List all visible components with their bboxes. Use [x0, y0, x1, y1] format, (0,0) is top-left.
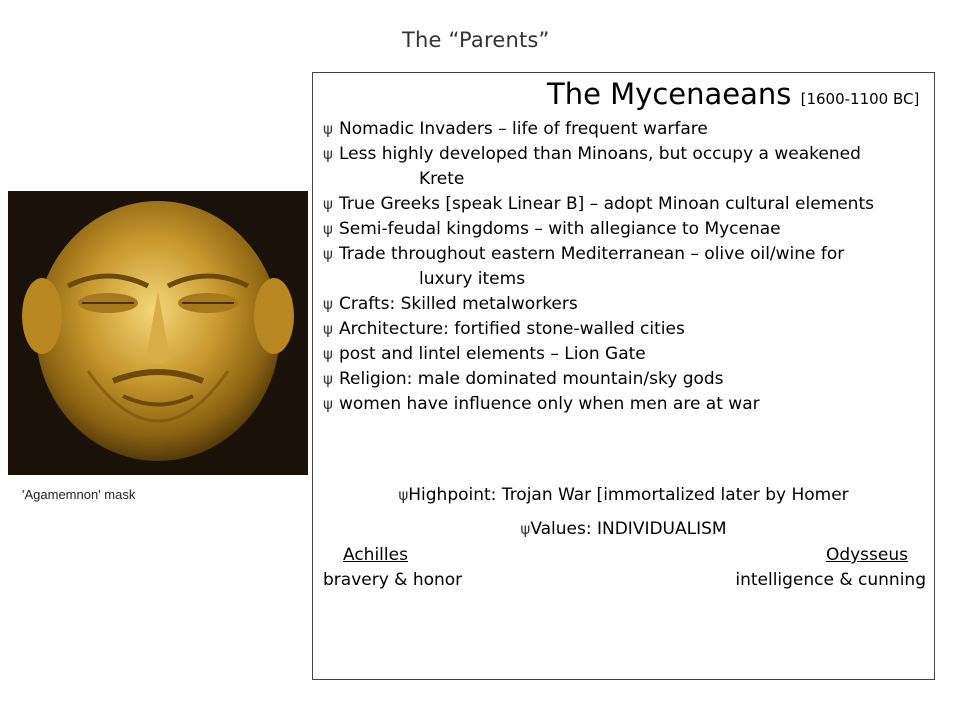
psi-bullet-icon: ψ [398, 486, 409, 504]
psi-bullet-icon: ψ [323, 120, 333, 138]
box-title [547, 77, 919, 111]
bullet-text: Architecture: fortified stone-walled cities [339, 319, 685, 339]
agamemnon-mask-image [8, 191, 308, 475]
bullet-text: Religion: male dominated mountain/sky gods [339, 369, 724, 389]
psi-bullet-icon: ψ [323, 195, 333, 213]
bullet-text: women have influence only when men are at war [339, 394, 760, 414]
psi-bullet-icon: ψ [323, 145, 333, 163]
psi-bullet-icon: ψ [323, 320, 333, 338]
psi-bullet-icon: ψ [323, 220, 333, 238]
psi-bullet-icon: ψ [323, 370, 333, 388]
hero-traits-row [323, 570, 926, 594]
highpoint-text: Highpoint: Trojan War [immortalized later by Homer [408, 485, 849, 505]
bullet-list [323, 117, 931, 417]
content-box [312, 72, 935, 680]
psi-bullet-icon: ψ [520, 520, 531, 538]
bullet-text: Semi-feudal kingdoms – with allegiance to Mycenae [339, 219, 781, 239]
bullet-item [323, 242, 931, 292]
bullet-item [323, 292, 931, 317]
bullet-text: Trade throughout eastern Mediterranean – olive oil/wine for [339, 244, 845, 264]
bullet-item [323, 317, 931, 342]
bullet-item [323, 342, 931, 367]
bullet-text: post and lintel elements – Lion Gate [339, 344, 646, 364]
slide-title: The “Parents” [402, 28, 550, 52]
bullet-item [323, 142, 931, 192]
bullet-item [323, 217, 931, 242]
bullet-text: Crafts: Skilled metalworkers [339, 294, 578, 314]
hero-name-achilles: Achilles [343, 545, 408, 565]
hero-trait-odysseus: intelligence & cunning [735, 570, 926, 590]
values-line [313, 519, 934, 539]
psi-bullet-icon: ψ [323, 345, 333, 363]
bullet-text: Nomadic Invaders – life of frequent warfare [339, 119, 708, 139]
bullet-text: True Greeks [speak Linear B] – adopt Minoan cultural elements [339, 194, 874, 214]
bullet-text: Less highly developed than Minoans, but occupy a weakened [339, 144, 861, 164]
bullet-item [323, 392, 931, 417]
psi-bullet-icon: ψ [323, 245, 333, 263]
bullet-item [323, 367, 931, 392]
image-caption: 'Agamemnon' mask [22, 487, 136, 502]
bullet-continuation: luxury items [419, 269, 526, 289]
hero-names-row [323, 545, 926, 569]
heading: The Mycenaeans [547, 77, 792, 111]
psi-bullet-icon: ψ [323, 395, 333, 413]
psi-bullet-icon: ψ [323, 295, 333, 313]
values-text: Values: INDIVIDUALISM [530, 519, 727, 539]
hero-trait-achilles: bravery & honor [323, 570, 463, 590]
dates: [1600-1100 BC] [800, 90, 920, 108]
hero-name-odysseus: Odysseus [825, 545, 908, 565]
bullet-item [323, 117, 931, 142]
bullet-item [323, 192, 931, 217]
bullet-continuation: Krete [419, 169, 465, 189]
highpoint-line [313, 485, 934, 505]
